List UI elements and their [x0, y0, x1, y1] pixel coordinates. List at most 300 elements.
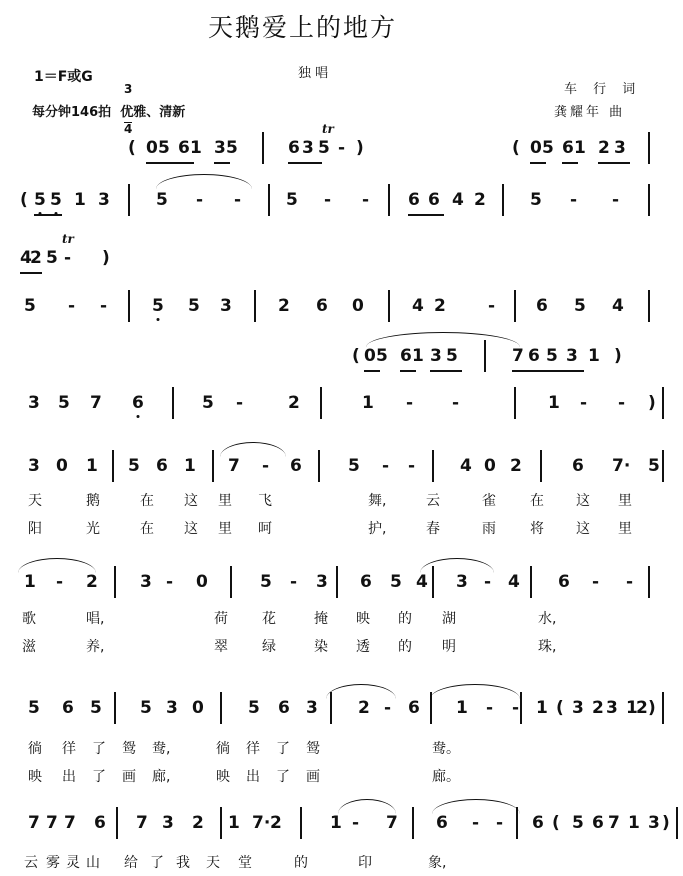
lyric-syllable: 的 [398, 639, 412, 655]
bar-line [514, 290, 516, 322]
lyric-syllable: 徜 [216, 741, 230, 757]
note-token: 0 [484, 456, 496, 476]
lyric-syllable: 春 [426, 521, 440, 537]
note-token: 5 [152, 296, 164, 316]
bar-line [648, 566, 650, 598]
lyric-syllable: 将 [530, 521, 544, 537]
note-token: 5 [248, 698, 260, 718]
slur-arc [220, 442, 286, 457]
lyric-syllable: 了 [92, 769, 106, 785]
lyric-syllable: 湖 [442, 611, 456, 627]
note-token: 2 [598, 138, 610, 158]
note-token: 6 [436, 813, 448, 833]
note-token: ) [648, 393, 656, 413]
note-token: 5 [50, 190, 62, 210]
lyric-syllable: 里 [218, 521, 232, 537]
note-token: 2 [278, 296, 290, 316]
note-token: 5 [158, 138, 170, 158]
note-token: 5 [156, 190, 168, 210]
note-token: - [68, 296, 76, 316]
note-token: 3 [302, 138, 314, 158]
lyric-line [0, 766, 683, 786]
note-token: 1 [574, 138, 586, 158]
note-token: - [612, 190, 620, 210]
lyric-syllable: 绿 [262, 639, 276, 655]
lyric-syllable: 画 [306, 769, 320, 785]
note-token: - [486, 698, 494, 718]
lyric-syllable: 鸯, [152, 741, 171, 757]
note-token: ( [352, 346, 360, 366]
note-token: 2 [474, 190, 486, 210]
note-token: 1 [536, 698, 548, 718]
bar-line [540, 450, 542, 482]
notation-row [0, 346, 683, 386]
note-token: 4 [20, 248, 32, 268]
beam-underline [364, 370, 380, 372]
note-token: - [236, 393, 244, 413]
lyric-syllable: 染 [314, 639, 328, 655]
note-token: 3 [28, 393, 40, 413]
note-token: 1 [628, 813, 640, 833]
note-token: 4 [508, 572, 520, 592]
note-token: 6 [400, 346, 412, 366]
note-token: - [626, 572, 634, 592]
lyric-syllable: 徉 [62, 741, 76, 757]
note-token: 5 [140, 698, 152, 718]
slur-arc [432, 799, 520, 814]
note-token: 3 [166, 698, 178, 718]
note-token: 6 [62, 698, 74, 718]
note-token: 1 [456, 698, 468, 718]
lyric-syllable: 徜 [28, 741, 42, 757]
notation-row [0, 138, 683, 178]
lyric-line [0, 636, 683, 656]
note-token: 5 [286, 190, 298, 210]
bar-line [114, 566, 116, 598]
lyric-line [0, 518, 683, 538]
note-token: 3 [606, 698, 618, 718]
bar-line [412, 807, 414, 839]
note-token: 6 [94, 813, 106, 833]
lyric-syllable: 鸳 [122, 741, 136, 757]
note-token: 3 [456, 572, 468, 592]
note-token: 7 [386, 813, 398, 833]
beam-underline [20, 272, 42, 274]
lyric-syllable: 云 [24, 855, 38, 871]
note-token: ) [102, 248, 110, 268]
note-token: 0 [196, 572, 208, 592]
note-token: 6 [278, 698, 290, 718]
note-token: - [234, 190, 242, 210]
bar-line [128, 290, 130, 322]
note-token: 5 [546, 346, 558, 366]
lyric-syllable: 廊, [152, 769, 171, 785]
lyric-syllable: 飞 [258, 493, 272, 509]
lyric-syllable: 光 [86, 521, 100, 537]
note-token: 1 [626, 698, 638, 718]
lyric-syllable: 雀 [482, 493, 496, 509]
note-token: 1 [330, 813, 342, 833]
note-token: 6 [536, 296, 548, 316]
performance-mode: 独 唱 [298, 66, 329, 81]
lyric-syllable: 唱, [86, 611, 105, 627]
note-token: 5 [226, 138, 238, 158]
note-token: - [452, 393, 460, 413]
note-token: 6 [532, 813, 544, 833]
note-token: ( [556, 698, 564, 718]
lyric-syllable: 这 [184, 521, 198, 537]
note-token: ) [648, 698, 656, 718]
note-token: 5 [542, 138, 554, 158]
note-token: 7 [136, 813, 148, 833]
lyric-syllable: 灵 [66, 855, 80, 871]
note-token: 0 [364, 346, 376, 366]
lyric-syllable: 翠 [214, 639, 228, 655]
trill-marking: tr [322, 122, 334, 136]
note-token: 5 [260, 572, 272, 592]
bar-line [648, 132, 650, 164]
note-token: 5 [188, 296, 200, 316]
lyric-syllable: 天 [28, 493, 42, 509]
lyric-syllable: 呵 [258, 521, 272, 537]
note-token: 1 [228, 813, 240, 833]
note-token: 5 [530, 190, 542, 210]
note-token: 6 [156, 456, 168, 476]
note-token: - [496, 813, 504, 833]
lyric-line [0, 738, 683, 758]
key-signature: 1＝F或G [34, 69, 93, 85]
bar-line [432, 450, 434, 482]
note-token: 3 [98, 190, 110, 210]
note-token: 4 [416, 572, 428, 592]
note-token: - [324, 190, 332, 210]
note-token: - [166, 572, 174, 592]
note-token: 3 [28, 456, 40, 476]
note-token: 6 [290, 456, 302, 476]
beam-underline [512, 370, 584, 372]
note-token: 6 [132, 393, 144, 413]
note-token: 7· [612, 456, 631, 476]
bar-line [254, 290, 256, 322]
lyric-line [0, 490, 683, 510]
lyric-syllable: 廊。 [432, 769, 460, 785]
lyric-syllable: 出 [62, 769, 76, 785]
note-token: - [406, 393, 414, 413]
note-token: 1 [184, 456, 196, 476]
note-token: 5 [572, 813, 584, 833]
bar-line [388, 184, 390, 216]
note-token: - [362, 190, 370, 210]
lyric-syllable: 了 [92, 741, 106, 757]
lyric-syllable: 舞, [368, 493, 387, 509]
bar-line [320, 387, 322, 419]
lyric-syllable: 荷 [214, 611, 228, 627]
note-token: 3 [648, 813, 660, 833]
note-token: 5 [376, 346, 388, 366]
lyric-syllable: 映 [356, 611, 370, 627]
note-token: 4 [460, 456, 472, 476]
slur-arc [430, 684, 520, 699]
lyric-line [0, 608, 683, 628]
note-token: 4 [412, 296, 424, 316]
note-token: 5 [390, 572, 402, 592]
bar-line [648, 184, 650, 216]
lyric-syllable: 了 [150, 855, 164, 871]
note-token: 4 [612, 296, 624, 316]
lyric-syllable: 透 [356, 639, 370, 655]
note-token: 1 [362, 393, 374, 413]
note-token: 6 [408, 698, 420, 718]
note-token: ( [552, 813, 560, 833]
note-token: - [64, 248, 72, 268]
bar-line [300, 807, 302, 839]
note-token: 5 [128, 456, 140, 476]
note-token: ( [512, 138, 520, 158]
note-token: 3 [306, 698, 318, 718]
lyric-syllable: 歌 [22, 611, 36, 627]
lyric-syllable: 堂 [238, 855, 252, 871]
note-token: 5 [574, 296, 586, 316]
lyric-syllable: 雨 [482, 521, 496, 537]
beam-underline [430, 370, 462, 372]
note-token: 5 [46, 248, 58, 268]
lyric-syllable: 了 [276, 769, 290, 785]
note-token: - [472, 813, 480, 833]
note-token: 1 [86, 456, 98, 476]
note-token: - [488, 296, 496, 316]
lyric-syllable: 里 [618, 521, 632, 537]
note-token: 5 [34, 190, 46, 210]
lyric-syllable: 映 [28, 769, 42, 785]
note-token: 2 [434, 296, 446, 316]
note-token: 6 [408, 190, 420, 210]
note-token: 6 [360, 572, 372, 592]
note-token: 6 [528, 346, 540, 366]
slur-arc [18, 558, 96, 573]
bar-line [530, 566, 532, 598]
note-token: 0 [530, 138, 542, 158]
notation-row [0, 572, 683, 612]
note-token: 2 [592, 698, 604, 718]
bar-line [336, 566, 338, 598]
bar-line [220, 807, 222, 839]
beam-underline [400, 370, 416, 372]
note-token: 7 [512, 346, 524, 366]
song-title: 天鹅爱上的地方 [208, 13, 398, 42]
lyric-syllable: 掩 [314, 611, 328, 627]
note-token: ) [356, 138, 364, 158]
octave-dot [136, 415, 139, 418]
note-token: 5 [318, 138, 330, 158]
bar-line [662, 692, 664, 724]
note-token: 6 [288, 138, 300, 158]
note-token: - [352, 813, 360, 833]
note-token: - [56, 572, 64, 592]
note-token: 5 [28, 698, 40, 718]
lyric-syllable: 了 [276, 741, 290, 757]
notation-row [0, 813, 683, 853]
note-token: 7 [64, 813, 76, 833]
lyric-syllable: 象, [428, 855, 447, 871]
bar-line [220, 692, 222, 724]
note-token: 2 [358, 698, 370, 718]
trill-marking: tr [62, 232, 74, 246]
note-token: 3 [614, 138, 626, 158]
notation-row [0, 248, 683, 288]
note-token: ( [20, 190, 28, 210]
lyric-syllable: 护, [368, 521, 387, 537]
time-signature-bottom: 4 [124, 122, 133, 136]
lyric-syllable: 映 [216, 769, 230, 785]
note-token: ( [128, 138, 136, 158]
lyric-syllable: 出 [246, 769, 260, 785]
note-token: - [592, 572, 600, 592]
lyric-syllable: 云 [426, 493, 440, 509]
bar-line [662, 387, 664, 419]
lyric-syllable: 这 [184, 493, 198, 509]
lyric-syllable: 徉 [246, 741, 260, 757]
note-token: 7 [90, 393, 102, 413]
lyric-syllable: 阳 [28, 521, 42, 537]
notation-row [0, 296, 683, 336]
note-token: 6 [592, 813, 604, 833]
note-token: 3 [220, 296, 232, 316]
note-token: 6 [178, 138, 190, 158]
note-token: 5 [648, 456, 660, 476]
note-token: 7· [252, 813, 271, 833]
note-token: 3 [566, 346, 578, 366]
note-token: 3 [572, 698, 584, 718]
lyric-syllable: 在 [140, 493, 154, 509]
lyric-syllable: 明 [442, 639, 456, 655]
lyric-syllable: 山 [86, 855, 100, 871]
note-token: 4 [452, 190, 464, 210]
slur-arc [326, 684, 396, 699]
beam-underline [530, 162, 546, 164]
note-token: ) [614, 346, 622, 366]
lyric-syllable: 这 [576, 493, 590, 509]
note-token: - [408, 456, 416, 476]
note-token: 2 [86, 572, 98, 592]
note-token: - [338, 138, 346, 158]
note-token: 1 [548, 393, 560, 413]
note-token: 5 [202, 393, 214, 413]
lyric-syllable: 的 [294, 855, 308, 871]
lyric-syllable: 我 [176, 855, 190, 871]
lyric-syllable: 在 [530, 493, 544, 509]
lyric-syllable: 水, [538, 611, 557, 627]
note-token: 5 [90, 698, 102, 718]
note-token: 5 [58, 393, 70, 413]
lyric-syllable: 在 [140, 521, 154, 537]
lyric-syllable: 鸯。 [432, 741, 460, 757]
note-token: 3 [316, 572, 328, 592]
lyric-syllable: 天 [206, 855, 220, 871]
bar-line [318, 450, 320, 482]
note-token: - [382, 456, 390, 476]
lyric-syllable: 里 [618, 493, 632, 509]
note-token: 7 [46, 813, 58, 833]
note-token: - [196, 190, 204, 210]
lyricist-credit: 车 行 词 [564, 82, 642, 97]
bar-line [520, 692, 522, 724]
bar-line [172, 387, 174, 419]
note-token: 1 [190, 138, 202, 158]
note-token: 5 [446, 346, 458, 366]
bar-line [114, 692, 116, 724]
note-token: 1 [588, 346, 600, 366]
note-token: - [484, 572, 492, 592]
bar-line [112, 450, 114, 482]
time-signature-top: 3 [124, 82, 133, 96]
note-token: 7 [228, 456, 240, 476]
note-token: - [100, 296, 108, 316]
slur-arc [420, 558, 494, 573]
lyric-syllable: 珠, [538, 639, 557, 655]
lyric-syllable: 雾 [46, 855, 60, 871]
note-token: 6 [572, 456, 584, 476]
bar-line [116, 807, 118, 839]
lyric-syllable: 画 [122, 769, 136, 785]
note-token: 6 [428, 190, 440, 210]
note-token: 7 [608, 813, 620, 833]
note-token: 0 [146, 138, 158, 158]
note-token: 6 [562, 138, 574, 158]
bar-line [502, 184, 504, 216]
octave-dot [156, 318, 159, 321]
notation-row [0, 393, 683, 433]
note-token: 1 [24, 572, 36, 592]
bar-line [676, 807, 678, 839]
note-token: 2 [288, 393, 300, 413]
note-token: 6 [558, 572, 570, 592]
note-token: 7 [28, 813, 40, 833]
bar-line [128, 184, 130, 216]
lyric-syllable: 滋 [22, 639, 36, 655]
note-token: - [512, 698, 520, 718]
beam-underline [34, 214, 62, 216]
note-token: - [618, 393, 626, 413]
note-token: 3 [214, 138, 226, 158]
bar-line [648, 290, 650, 322]
note-token: - [384, 698, 392, 718]
note-token: - [262, 456, 270, 476]
tempo-marking: 每分钟146拍 优雅、清新 [32, 105, 186, 120]
note-token: 6 [316, 296, 328, 316]
beam-underline [408, 214, 444, 216]
note-token: 5 [24, 296, 36, 316]
note-token: 2 [30, 248, 42, 268]
slur-arc [338, 799, 396, 814]
note-token: 3 [430, 346, 442, 366]
note-token: 5 [348, 456, 360, 476]
lyric-syllable: 鸳 [306, 741, 320, 757]
composer-credit: 龚耀年 曲 [554, 105, 626, 120]
beam-underline [598, 162, 630, 164]
lyric-syllable: 印 [358, 855, 372, 871]
beam-underline [562, 162, 578, 164]
note-token: 0 [352, 296, 364, 316]
notation-row [0, 190, 683, 230]
lyric-syllable: 这 [576, 521, 590, 537]
notation-row [0, 698, 683, 738]
bar-line [388, 290, 390, 322]
note-token: 1 [74, 190, 86, 210]
note-token: 3 [140, 572, 152, 592]
note-token: ) [662, 813, 670, 833]
lyric-syllable: 花 [262, 611, 276, 627]
bar-line [514, 387, 516, 419]
